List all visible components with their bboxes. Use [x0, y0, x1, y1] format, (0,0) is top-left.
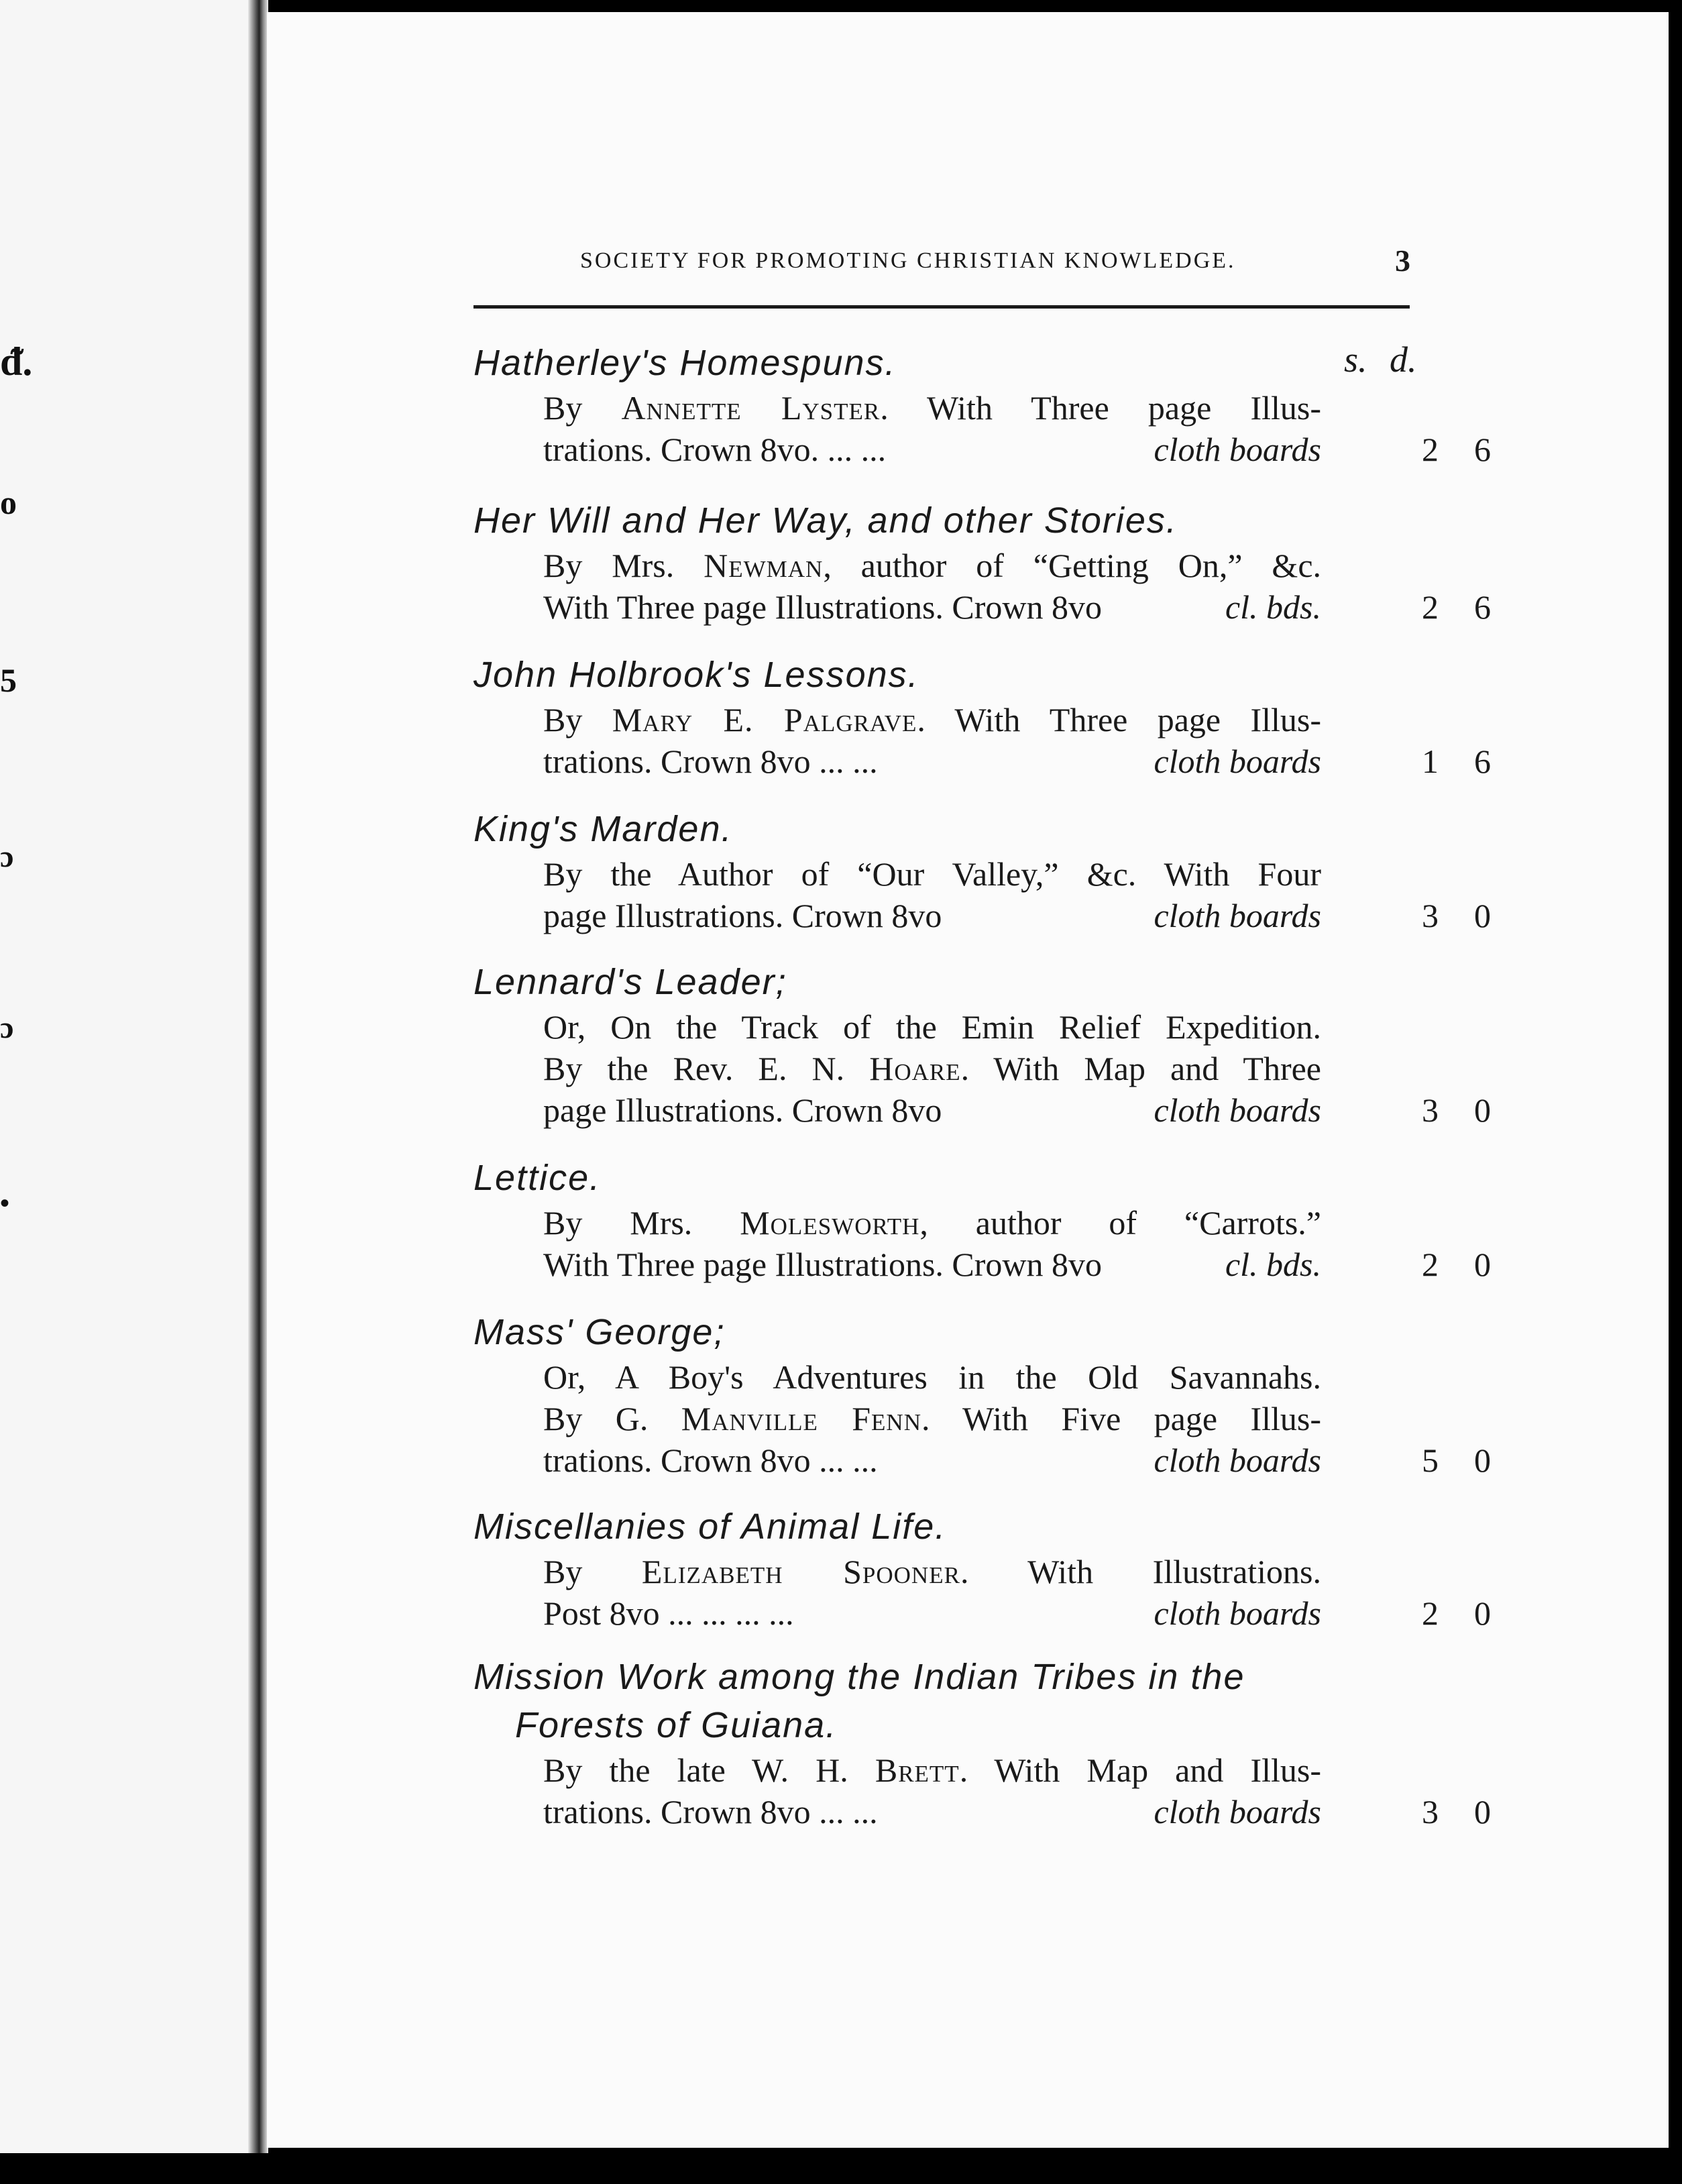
page-number: 3	[1395, 243, 1410, 278]
catalogue-entry	[473, 805, 1491, 936]
left-page-fragment: o	[0, 484, 17, 521]
price-pence: 0	[1474, 1441, 1491, 1479]
entry-author-line: By Elizabeth Spooner. With Illustrations.	[543, 1553, 1322, 1590]
entry-details-line: page Illustrations. Crown 8vo cloth boards 3 0	[543, 1089, 1321, 1131]
binding-type: cloth boards	[1154, 1594, 1321, 1632]
entry-author-line: By Mrs. Newman, author of “Getting On,” &c.	[543, 547, 1322, 584]
catalogue-entry	[473, 1653, 1491, 1833]
price-pence: 0	[1474, 1246, 1491, 1283]
price-pence: 0	[1474, 1091, 1491, 1129]
binding-type: cl. bds.	[1225, 1246, 1321, 1283]
price-shillings: 2	[1422, 588, 1439, 626]
entry-author-line: By the late W. H. Brett. With Map and Illus-	[543, 1751, 1321, 1789]
left-page-fragment: 5	[0, 661, 17, 699]
entry-title-continued: Forests of Guiana.	[515, 1705, 838, 1745]
author-name: Elizabeth Spooner	[641, 1553, 960, 1590]
author-name: Brett	[875, 1751, 960, 1789]
entry-title: Mission Work among the Indian Tribes in the	[473, 1657, 1245, 1697]
binding-type: cloth boards	[1154, 1441, 1321, 1479]
entry-details-line: trations. Crown 8vo ... ... cloth boards 5 0	[543, 1439, 1321, 1481]
binding-type: cloth boards	[1154, 897, 1321, 934]
catalogue-entry	[473, 1503, 1491, 1634]
author-name: Molesworth	[740, 1204, 920, 1242]
left-page	[0, 0, 263, 2153]
entry-details-line: With Three page Illustrations. Crown 8vo cl. bds. 2 0	[543, 1244, 1321, 1285]
left-page-fragment: ɔ	[0, 1010, 14, 1044]
binding-type: cloth boards	[1154, 743, 1321, 780]
price-shillings: 3	[1422, 1793, 1439, 1831]
pence-column-label: d.	[1390, 339, 1417, 380]
left-page-fragment: ᵭ.	[0, 339, 33, 384]
entry-title: King's Marden.	[473, 809, 733, 849]
entry-details-line: trations. Crown 8vo ... ... cloth boards 1 6	[543, 741, 1321, 782]
entry-title: John Holbrook's Lessons.	[473, 655, 919, 695]
catalogue-entry	[473, 1308, 1491, 1481]
binding-type: cl. bds.	[1225, 588, 1321, 626]
price-pence: 0	[1474, 1594, 1491, 1632]
entry-details-line: With Three page Illustrations. Crown 8vo cl. bds. 2 6	[543, 586, 1321, 628]
catalogue-entry	[473, 958, 1491, 1131]
price-pence: 6	[1474, 743, 1491, 780]
price-pence: 0	[1474, 1793, 1491, 1831]
entry-author-line: By Annette Lyster. With Three page Illus-	[543, 389, 1321, 427]
entry-details-line: trations. Crown 8vo ... ... cloth boards 3 0	[543, 1791, 1321, 1833]
price-shillings: 2	[1422, 431, 1439, 468]
entry-details-line: page Illustrations. Crown 8vo cloth boards 3 0	[543, 895, 1321, 936]
entry-title: Hatherley's Homespuns.	[473, 343, 897, 383]
entry-title: Lettice.	[473, 1158, 602, 1198]
left-page-fragment: •	[0, 1188, 10, 1218]
catalogue-entry	[473, 651, 1491, 782]
entry-title: Miscellanies of Animal Life.	[473, 1507, 947, 1547]
price-shillings: 3	[1422, 1091, 1439, 1129]
price-shillings: 2	[1422, 1594, 1439, 1632]
header-rule	[473, 305, 1410, 309]
binding-type: cloth boards	[1154, 431, 1321, 468]
entry-title: Mass' George;	[473, 1312, 726, 1352]
catalogue-entry	[473, 496, 1491, 628]
entry-details-line: trations. Crown 8vo. ... ... cloth boards 2 6	[543, 429, 1321, 470]
price-pence: 0	[1474, 897, 1491, 934]
running-header-title: SOCIETY FOR PROMOTING CHRISTIAN KNOWLEDGE.	[580, 248, 1236, 273]
running-header	[311, 241, 1410, 282]
entry-author-line: By Mary E. Palgrave. With Three page Illus-	[543, 701, 1322, 739]
entry-author-line: By Mrs. Molesworth, author of “Carrots.”	[543, 1204, 1321, 1242]
price-shillings: 5	[1422, 1441, 1439, 1479]
entry-details-line: Post 8vo ... ... ... ... cloth boards 2 0	[543, 1592, 1321, 1634]
price-pence: 6	[1474, 431, 1491, 468]
author-name: Hoare	[869, 1050, 961, 1087]
author-name: Newman	[704, 547, 824, 584]
price-shillings: 2	[1422, 1246, 1439, 1283]
book-gutter	[248, 0, 268, 2153]
price-pence: 6	[1474, 588, 1491, 626]
binding-type: cloth boards	[1154, 1091, 1321, 1129]
entry-subtitle-line: Or, A Boy's Adventures in the Old Savannahs.	[543, 1358, 1321, 1396]
entry-author-line: By the Rev. E. N. Hoare. With Map and Three	[543, 1050, 1321, 1087]
entry-author-line: By G. Manville Fenn. With Five page Illus-	[543, 1400, 1321, 1437]
entry-author-line: By the Author of “Our Valley,” &c. With Four	[543, 855, 1321, 893]
price-shillings: 1	[1422, 743, 1439, 780]
entry-subtitle-line: Or, On the Track of the Emin Relief Expedition.	[543, 1008, 1321, 1046]
catalogue-entry	[473, 1154, 1491, 1285]
author-name: Manville Fenn	[681, 1400, 921, 1437]
author-name: Annette Lyster	[621, 389, 881, 427]
left-page-fragment: ɔ	[0, 839, 14, 873]
shillings-column-label: s.	[1344, 339, 1367, 380]
binding-type: cloth boards	[1154, 1793, 1321, 1831]
catalogue-entry	[473, 339, 1491, 470]
entry-title: Her Will and Her Way, and other Stories.	[473, 500, 1178, 541]
price-shillings: 3	[1422, 897, 1439, 934]
entry-title: Lennard's Leader;	[473, 962, 787, 1002]
author-name: Mary E. Palgrave	[612, 701, 917, 739]
